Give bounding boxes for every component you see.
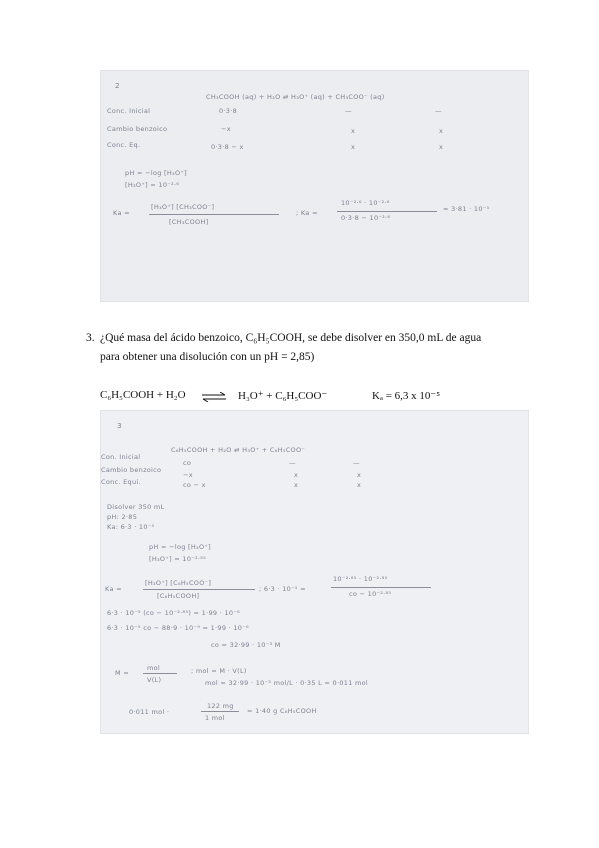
h3o-line: [H₃O⁺] = 10⁻²·⁸⁵: [149, 555, 207, 563]
exercise-number: 2: [115, 81, 120, 90]
ka-label: Ka =: [113, 209, 130, 217]
ka2-result: = 3·81 · 10⁻⁵: [443, 205, 490, 213]
row-label: Con. Inicial: [101, 453, 141, 461]
row-value: x: [351, 143, 356, 151]
final-result: = 1·40 g C₆H₅COOH: [247, 707, 317, 715]
equation-right: H₃O⁺ + C₆H₅COO⁻: [238, 390, 328, 402]
ka2-numerator: 10⁻²·⁸⁵ · 10⁻²·⁸⁵: [333, 575, 388, 583]
row-value: —: [435, 107, 442, 115]
row-value: —: [345, 107, 352, 115]
ka-numerator: [H₃O⁺] [CH₃COO⁻]: [151, 203, 215, 211]
given-volume: Disolver 350 mL: [107, 503, 165, 511]
fraction-bar: [201, 711, 239, 712]
row-value: x: [439, 143, 444, 151]
row-label: Conc. Eq.: [107, 141, 141, 149]
row-value: co: [183, 459, 192, 467]
reaction-equation: CH₃COOH (aq) + H₂O ⇄ H₃O⁺ (aq) + CH₃COO⁻ (aq): [206, 93, 385, 101]
row-value: −x: [183, 471, 193, 479]
ka-value: Kₐ = 6,3 x 10⁻⁵: [372, 390, 441, 402]
question-line-1: ¿Qué masa del ácido benzoico, C₆H₅COOH, se debe disolver en 350,0 mL de agua: [100, 332, 482, 344]
row-label: Cambio benzoico: [107, 125, 168, 133]
ka2-denominator: co − 10⁻²·⁸⁵: [349, 590, 392, 598]
molarity-denominator: V(L): [147, 676, 162, 684]
ph-line: pH = −log [H₃O⁺]: [149, 543, 211, 551]
ka-substituted: ; 6·3 · 10⁻⁵ =: [259, 585, 306, 593]
fraction-bar: [331, 587, 431, 588]
row-value: 0·3·8: [219, 107, 238, 115]
fraction-bar: [337, 211, 437, 212]
h3o-line: [H₃O⁺] = 10⁻²·⁶: [125, 181, 180, 189]
mol-equation-1: ; mol = M · V(L): [191, 667, 247, 675]
row-value: x: [439, 127, 444, 135]
row-value: −x: [221, 125, 231, 133]
final-denominator: 1 mol: [205, 714, 225, 722]
ka2-label: ; Ka =: [296, 209, 318, 217]
row-value: x: [294, 471, 299, 479]
ka-denominator: [C₆H₅COOH]: [157, 592, 200, 600]
ka-label: Ka =: [105, 585, 122, 593]
fraction-bar: [149, 214, 279, 215]
row-value: 0·3·8 − x: [211, 143, 244, 151]
row-label: Cambio benzoico: [101, 466, 162, 474]
given-ph: pH: 2·85: [107, 513, 138, 521]
row-label: Conc. Equi.: [101, 478, 141, 486]
ka-denominator: [CH₃COOH]: [169, 218, 209, 226]
reaction-equation: C₆H₅COOH + H₂O ⇄ H₃O⁺ + C₆H₅COO⁻: [171, 446, 306, 454]
row-value: —: [353, 459, 360, 467]
row-value: co − x: [183, 481, 206, 489]
row-value: x: [351, 127, 356, 135]
ph-line: pH = −log [H₃O⁺]: [125, 169, 187, 177]
row-value: x: [357, 471, 362, 479]
final-left: 0·011 mol ·: [129, 708, 170, 716]
row-value: x: [357, 481, 362, 489]
given-ka: Ka: 6·3 · 10⁻⁵: [107, 523, 155, 531]
mol-equation-2: mol = 32·99 · 10⁻³ mol/L · 0·35 L = 0·011 mol: [205, 679, 369, 687]
ka-numerator: [H₃O⁺] [C₆H₅COO⁻]: [145, 579, 212, 587]
handwritten-photo-exercise-2: [100, 70, 529, 302]
ka2-numerator: 10⁻²·⁶ · 10⁻²·⁶: [341, 199, 390, 207]
ka2-denominator: 0·3·8 − 10⁻²·⁶: [341, 214, 391, 222]
molarity-label: M =: [115, 669, 130, 677]
question-line-2: para obtener una disolución con un pH = 2,85): [100, 351, 315, 363]
row-value: —: [289, 459, 296, 467]
step-3: co = 32·99 · 10⁻³ M: [211, 641, 281, 649]
molarity-numerator: mol: [147, 664, 161, 672]
question-number: 3.: [86, 332, 95, 344]
final-numerator: 122 mg: [207, 702, 234, 710]
exercise-number: 3: [117, 421, 122, 430]
step-1: 6·3 · 10⁻⁵ (co − 10⁻²·⁸⁵) = 1·99 · 10⁻⁶: [107, 609, 240, 617]
row-value: x: [294, 481, 299, 489]
fraction-bar: [143, 589, 255, 590]
equation-left: C₆H₅COOH + H₂O: [100, 389, 186, 401]
step-2: 6·3 · 10⁻⁵ co − 88·9 · 10⁻⁹ = 1·99 · 10⁻⁶: [107, 624, 249, 632]
fraction-bar: [143, 673, 177, 674]
equilibrium-arrow-icon: [201, 392, 227, 402]
handwritten-photo-exercise-3: [100, 410, 529, 734]
row-label: Conc. Inicial: [107, 107, 151, 115]
